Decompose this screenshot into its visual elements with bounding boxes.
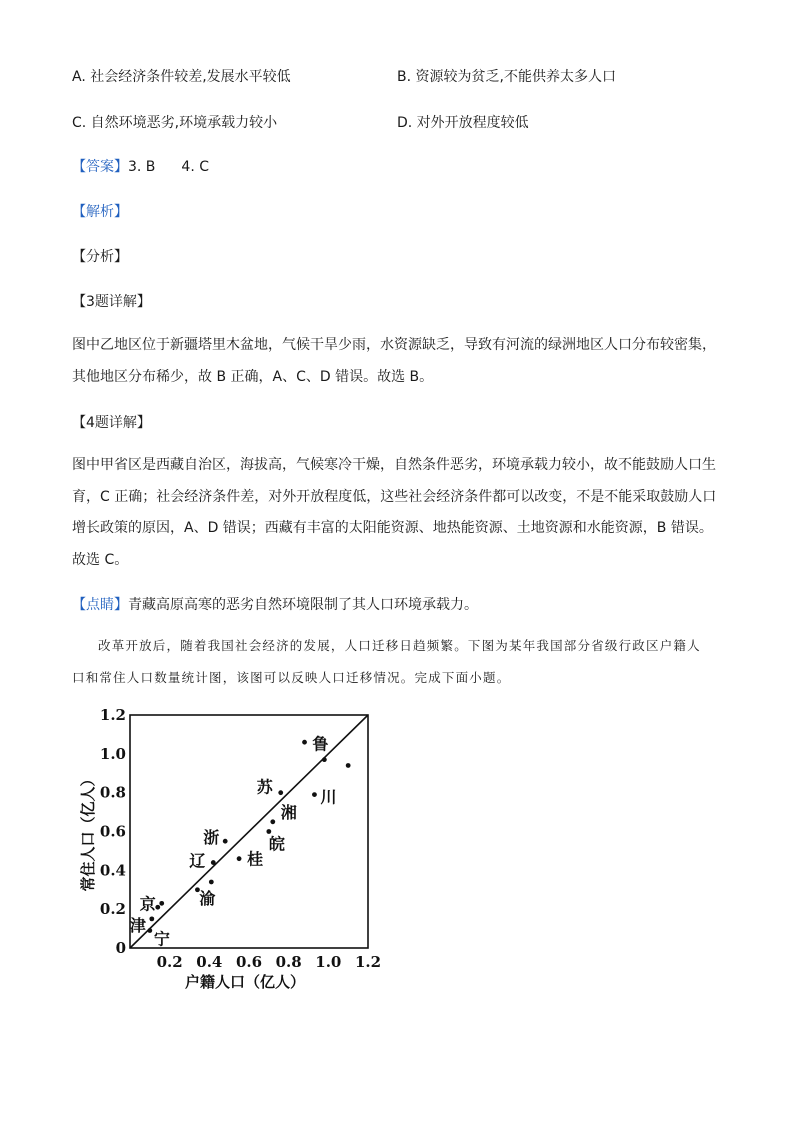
- point-label: 川: [320, 787, 337, 807]
- point-label: 渝: [199, 888, 216, 908]
- data-point: [302, 740, 307, 745]
- analysis-label: 【解析】: [72, 204, 128, 220]
- point-label: 京: [139, 894, 156, 914]
- x-axis-label: 户籍人口（亿人）: [184, 973, 306, 991]
- dianjing-line: [72, 594, 478, 614]
- data-point: [209, 880, 214, 885]
- option-d: D. 对外开放程度较低: [397, 115, 529, 131]
- point-label: 辽: [189, 851, 206, 871]
- q4-line-3: 增长政策的原因，A、D 错误；西藏有丰富的太阳能资源、地热能资源、土地资源和水能资源，B 错误。: [72, 520, 713, 536]
- y-tick-label: 1.2: [99, 706, 126, 724]
- q4-label: 【4题详解】: [72, 415, 151, 431]
- fenxi-label: 【分析】: [72, 249, 128, 265]
- option-a: A. 社会经济条件较差,发展水平较低: [72, 69, 291, 85]
- data-point: [149, 916, 154, 921]
- data-point: [278, 790, 283, 795]
- x-tick-label: 1.2: [354, 953, 382, 971]
- point-label: 湘: [280, 802, 297, 822]
- data-point: [155, 905, 160, 910]
- dianjing-text: 青藏高原高寒的恶劣自然环境限制了其人口环境承载力。: [128, 597, 478, 613]
- q4-explanation: [72, 450, 724, 576]
- option-b: B. 资源较为贫乏,不能供养太多人口: [397, 69, 616, 85]
- y-tick-label: 0.6: [99, 822, 126, 841]
- dianjing-label: 【点睛】: [72, 597, 128, 613]
- point-label: 津: [129, 915, 146, 935]
- population-scatter-chart: [78, 700, 388, 1000]
- q3-line-1: 图中乙地区位于新疆塔里木盆地，气候干旱少雨，水资源缺乏，导致有河流的绿洲地区人口分布较密集，: [72, 337, 716, 353]
- answer-q3: 3. B: [128, 159, 156, 175]
- y-tick-label: 0.2: [99, 900, 126, 919]
- option-c: C. 自然环境恶劣,环境承载力较小: [72, 115, 278, 131]
- data-point: [223, 839, 228, 844]
- x-tick-label: 0.8: [275, 953, 302, 971]
- data-point: [159, 901, 164, 906]
- data-point: [322, 757, 327, 762]
- point-label: 皖: [268, 834, 285, 854]
- x-tick-label: 0.2: [156, 953, 183, 971]
- y-tick-label: 0.4: [99, 861, 126, 880]
- data-point: [211, 860, 216, 865]
- data-point: [270, 819, 275, 824]
- data-point: [147, 928, 152, 933]
- q3-explanation: [72, 330, 724, 393]
- q4-line-2: 育，C 正确；社会经济条件差，对外开放程度低，这些社会经济条件都可以改变，不是不能采取鼓励人口: [72, 488, 717, 505]
- answer-line: [72, 156, 209, 176]
- data-point: [346, 763, 351, 768]
- intro-line-2: 口和常住人口数量统计图，该图可以反映人口迁移情况。完成下面小题。: [72, 670, 511, 685]
- q3-line-2: 其他地区分布稀少，故 B 正确，A、C、D 错误。故选 B。: [72, 368, 434, 385]
- x-tick-label: 0.4: [196, 953, 223, 971]
- reference-line: [130, 715, 368, 948]
- y-tick-label: 1.0: [99, 744, 126, 763]
- data-point: [266, 829, 271, 834]
- x-tick-label: 0.6: [235, 953, 263, 971]
- point-label: 桂: [247, 849, 264, 869]
- point-label: 苏: [256, 777, 273, 797]
- point-label: 鲁: [312, 734, 329, 754]
- intro-line-1: 改革开放后，随着我国社会经济的发展，人口迁移日趋频繁。下图为某年我国部分省级行政区户籍人: [98, 638, 701, 653]
- q4-line-4: 故选 C。: [72, 551, 129, 568]
- point-label: 宁: [153, 929, 170, 949]
- point-label: 浙: [203, 828, 220, 848]
- x-tick-label: 1.0: [315, 953, 342, 971]
- answer-q4: 4. C: [181, 159, 210, 175]
- y-tick-label: 0.8: [99, 783, 126, 802]
- y-tick-label: 0: [115, 939, 126, 957]
- question-intro: [72, 630, 724, 694]
- q3-label: 【3题详解】: [72, 294, 151, 310]
- q4-line-1: 图中甲省区是西藏自治区，海拔高，气候寒冷干燥，自然条件恶劣，环境承载力较小，故不能鼓励人口生: [72, 457, 716, 473]
- data-point: [312, 792, 317, 797]
- answer-label: 【答案】: [72, 159, 128, 175]
- y-axis-label: 常住人口（亿人）: [79, 771, 97, 892]
- data-point: [237, 856, 242, 861]
